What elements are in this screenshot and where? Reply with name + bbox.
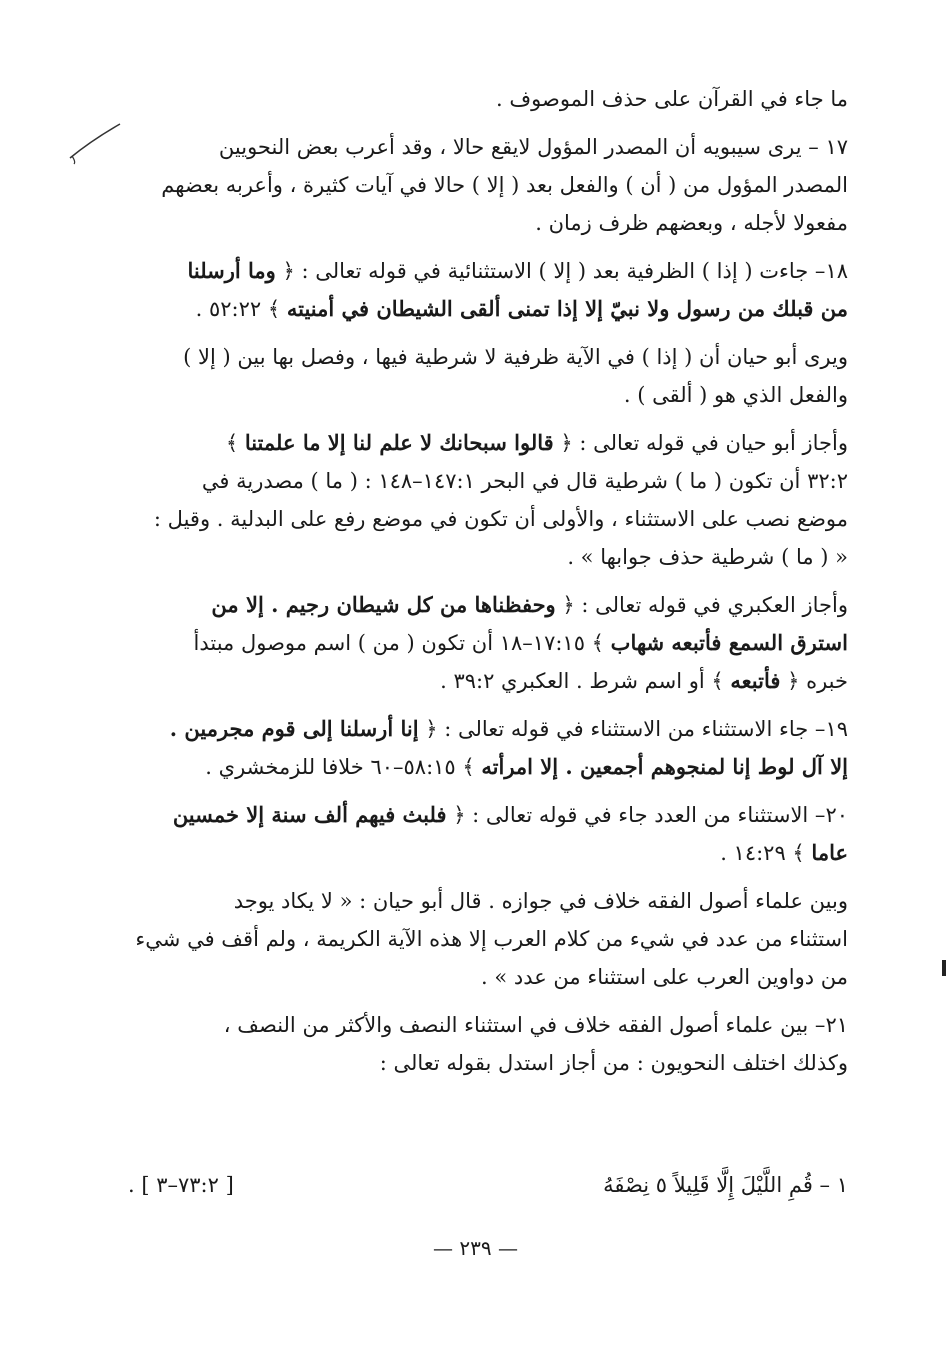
quran-quote: إنا أرسلنا إلى قوم مجرمين . xyxy=(169,716,419,741)
note-17-line: مفعولا لأجله ، وبعضهم ظرف زمان . xyxy=(535,211,848,235)
text-line: ٣٢:٢ أن تكون ( ما ) شرطية قال في البحر ١٤٧:١–١٤٨ : ( ما ) مصدرية في xyxy=(201,469,848,493)
quran-quote: وحفظناها من كل شيطان رجيم . إلا من xyxy=(211,592,556,617)
text-line xyxy=(128,624,848,662)
note-20-line xyxy=(128,834,848,872)
text-segment: ﴾ xyxy=(225,431,239,455)
main-text xyxy=(128,80,848,1082)
text-segment: وأجاز العكبري في قوله تعالى : ﴿ xyxy=(562,593,848,617)
quran-quote: فأتبعه xyxy=(730,668,781,693)
text-segment: ١٩– جاء الاستثناء من الاستثناء في قوله تعالى : ﴿ xyxy=(425,717,848,741)
text-segment: ﴾ ٥٨:١٥–٦٠ خلافا للزمخشري . xyxy=(205,755,475,779)
handwritten-margin-stroke xyxy=(62,118,132,168)
text-segment: ٢٠– الاستثناء من العدد جاء في قوله تعالى : ﴿ xyxy=(453,803,848,827)
note-20-line xyxy=(128,796,848,834)
note-18-line xyxy=(128,290,848,328)
text-line: ما جاء في القرآن على حذف الموصوف . xyxy=(496,87,848,111)
note-19-line xyxy=(128,748,848,786)
text-line: والفعل الذي هو ( ألقى ) . xyxy=(623,383,848,407)
note-17-line: ١٧ – يرى سيبويه أن المصدر المؤول لايقع حالا ، وقد أعرب بعض النحويين xyxy=(218,135,848,159)
verse-reference: ﴾ ٥٢:٢٢ . xyxy=(195,297,281,321)
note-21-line: ٢١– بين علماء أصول الفقه خلاف في استثناء النصف والأكثر من النصف ، xyxy=(223,1013,848,1037)
page-edge-mark xyxy=(942,960,946,976)
text-line: موضع نصب على الاستثناء ، والأولى أن تكون في موضع رفع على البدلية . وقيل : xyxy=(153,507,848,531)
text-segment: ١٨– جاءت ( إذا ) الظرفية بعد ( إلا ) الاستثنائية في قوله تعالى : ﴿ xyxy=(282,259,848,283)
text-line: ويرى أبو حيان أن ( إذا ) في الآية ظرفية لا شرطية فيها ، وفصل بها بين ( إلا ) xyxy=(183,345,848,369)
text-line: من دواوين العرب على استثناء من عدد » . xyxy=(480,965,848,989)
quran-quote: إلا آل لوط إنا لمنجوهم أجمعين . إلا امرأته xyxy=(481,754,848,779)
text-line: وبين علماء أصول الفقه خلاف في جوازه . قال أبو حيان : « لا يكاد يوجد xyxy=(233,889,848,913)
text-line: استثناء من عدد في شيء من كلام العرب إلا هذه الآية الكريمة ، ولم أقف في شيء xyxy=(135,927,848,951)
text-segment: وأجاز أبو حيان في قوله تعالى : ﴿ xyxy=(560,431,848,455)
text-line xyxy=(128,662,848,700)
quran-quote: استرق السمع فأتبعه شهاب xyxy=(610,630,848,655)
text-line: « ( ما ) شرطية حذف جوابها » . xyxy=(567,545,848,569)
quran-quote: وما أرسلنا xyxy=(187,258,276,283)
note-21-line: وكذلك اختلف النحويون : من أجاز استدل بقوله تعالى : xyxy=(379,1051,848,1075)
text-segment: ﴾ ١٧:١٥–١٨ أن تكون ( من ) اسم موصول مبتدأ xyxy=(193,631,604,655)
verse-reference: [ ٧٣:٢–٣ ] . xyxy=(128,1173,234,1197)
text-segment: ﴾ أو اسم شرط . العكبري ٣٩:٢ . xyxy=(440,669,724,693)
quran-quote: قالوا سبحانك لا علم لنا إلا ما علمتنا xyxy=(244,430,554,455)
quran-quote: من قبلك من رسول ولا نبيّ إلا إذا تمنى ألقى الشيطان في أمنيته xyxy=(286,296,848,321)
verse-reference: ﴾ ١٤:٢٩ . xyxy=(720,841,805,865)
page-number: — ٢٣٩ — xyxy=(433,1236,518,1260)
text-segment: خبره ﴿ xyxy=(787,669,848,693)
note-18-line xyxy=(128,252,848,290)
text-line xyxy=(128,424,848,462)
quoted-verse xyxy=(128,1166,848,1204)
note-19-line xyxy=(128,710,848,748)
verse-text: ١ – قُمِ اللَّيْلَ إِلَّا قَلِيلاً ٥ نِصْفَهُ xyxy=(603,1173,848,1197)
quran-quote: فلبث فيهم ألف سنة إلا خمسين xyxy=(172,802,447,827)
quran-quote: عاما xyxy=(811,840,848,865)
note-17-line: المصدر المؤول من ( أن ) والفعل بعد ( إلا ) حالا في آيات كثيرة ، وأعربه بعضهم xyxy=(161,173,848,197)
text-line xyxy=(128,586,848,624)
